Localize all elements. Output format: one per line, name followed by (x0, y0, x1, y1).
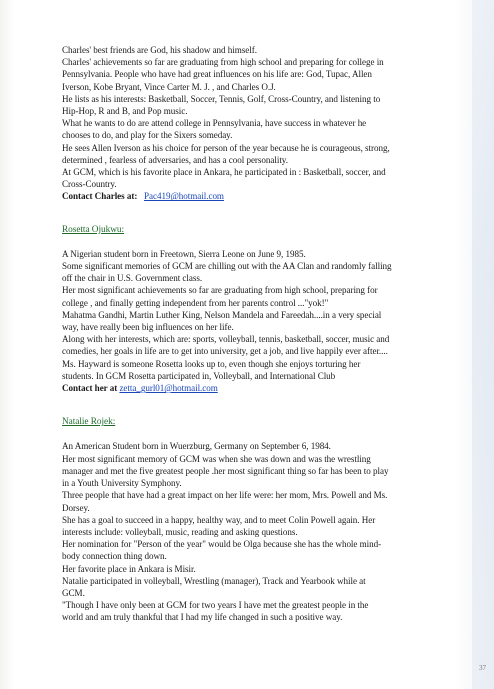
profile-line: body connection thing down. (62, 551, 167, 562)
profile-line: off the chair in U.S. Government class. (62, 273, 203, 284)
profile-line: Natalie participated in volleyball, Wrestling (manager), Track and Yearbook while at (62, 575, 366, 586)
profile-line: Charles' achievements so far are graduating from high school and preparing for college in (62, 57, 384, 68)
profile-line: An American Student born in Wuerzburg, Germany on September 6, 1984. (62, 441, 331, 452)
profile-line: Three people that have had a great impact on her life were: her mom, Mrs. Powell and Ms. (62, 490, 388, 501)
profile-line: She has a goal to succeed in a happy, healthy way, and to meet Colin Powell again. Her (62, 514, 376, 525)
profile-line: determined , fearless of adversaries, and has a cool personality. (62, 154, 288, 165)
contact-line (62, 190, 446, 202)
profile-line: He lists as his interests: Basketball, Soccer, Tennis, Golf, Cross-Country, and listening to (62, 93, 381, 104)
contact-label: Contact her at (62, 383, 118, 394)
student-name-heading: Rosetta Ojukwu: (62, 224, 124, 235)
profile-line: What he wants to do are attend college in Pennsylvania, have success in whatever he (62, 118, 367, 129)
profile-line: At GCM, which is his favorite place in Ankara, he participated in : Basketball, soccer, and (62, 167, 386, 178)
contact-line (62, 382, 446, 394)
profile-line: Her nomination for "Person of the year" would be Olga because she has the whole mind- (62, 539, 382, 550)
profile-line: college , and finally getting independent from her parents control ..."yok!" (62, 297, 329, 308)
profile-line: students. In GCM Rosetta participated in, Volleyball, and International Club (62, 370, 336, 381)
profile-line: in a Youth University Symphony. (62, 478, 182, 489)
profile-line: He sees Allen Iverson as his choice for person of the year because he is courageous, strong, (62, 142, 390, 153)
profile-line: Along with her interests, which are: sports, volleyball, tennis, basketball, soccer, music and (62, 334, 390, 345)
student-name-heading: Natalie Rojek: (62, 417, 116, 428)
student-profile-rosetta (62, 223, 446, 395)
profile-line: Her most significant memory of GCM was when she was down and was the wrestling (62, 453, 371, 464)
profile-line: "Though I have only been at GCM for two years I have met the greatest people in the (62, 600, 369, 611)
page-number: 37 (479, 664, 486, 672)
profile-line: Dorsey. (62, 502, 90, 513)
profile-line: Hip-Hop, R and B, and Pop music. (62, 106, 188, 117)
profile-line: Pennsylvania. People who have had great influences on his life are: God, Tupac, Allen (62, 69, 372, 80)
profile-line: world and am truly thankful that I had my life changed in such a positive way. (62, 612, 343, 623)
page-content (62, 44, 446, 624)
student-profile-natalie (62, 415, 446, 623)
profile-line: A Nigerian student born in Freetown, Sierra Leone on June 9, 1985. (62, 248, 306, 259)
profile-line: Her favorite place in Ankara is Misir. (62, 563, 196, 574)
profile-line: chooses to do, and play for the Sixers someday. (62, 130, 233, 141)
contact-label: Contact Charles at: (62, 191, 138, 202)
profile-line: comedies, her goals in life are to get into university, get a job, and live happily ever after.... (62, 346, 388, 357)
profile-line: Ms. Hayward is someone Rosetta looks up to, even though she enjoys torturing her (62, 358, 361, 369)
profile-line: Charles' best friends are God, his shadow and himself. (62, 45, 257, 55)
profile-line: interests include: volleyball, music, reading and asking questions. (62, 526, 298, 537)
email-link-rosetta[interactable]: zetta_gurl01@hotmail.com (119, 383, 218, 394)
profile-line: manager and met the five greatest people .her most significant thing so far has been to play (62, 465, 389, 476)
profile-line: Some significant memories of GCM are chilling out with the AA Clan and randomly falling (62, 261, 392, 272)
email-link-charles[interactable]: Pac419@hotmail.com (144, 191, 224, 202)
profile-line: GCM. (62, 587, 85, 598)
page-edge-tint (472, 0, 494, 689)
profile-line: Cross-Country. (62, 179, 117, 190)
profile-line: Mahatma Gandhi, Martin Luther King, Nelson Mandela and Fareedah....in a very special (62, 309, 382, 320)
profile-line: Her most significant achievements so far are graduating from high school, preparing for (62, 285, 378, 296)
profile-line: way, have really been big influences on her life. (62, 322, 234, 333)
student-profile-charles (62, 44, 446, 203)
profile-line: Iverson, Kobe Bryant, Vince Carter M. J. , and Charles O.J. (62, 81, 276, 92)
